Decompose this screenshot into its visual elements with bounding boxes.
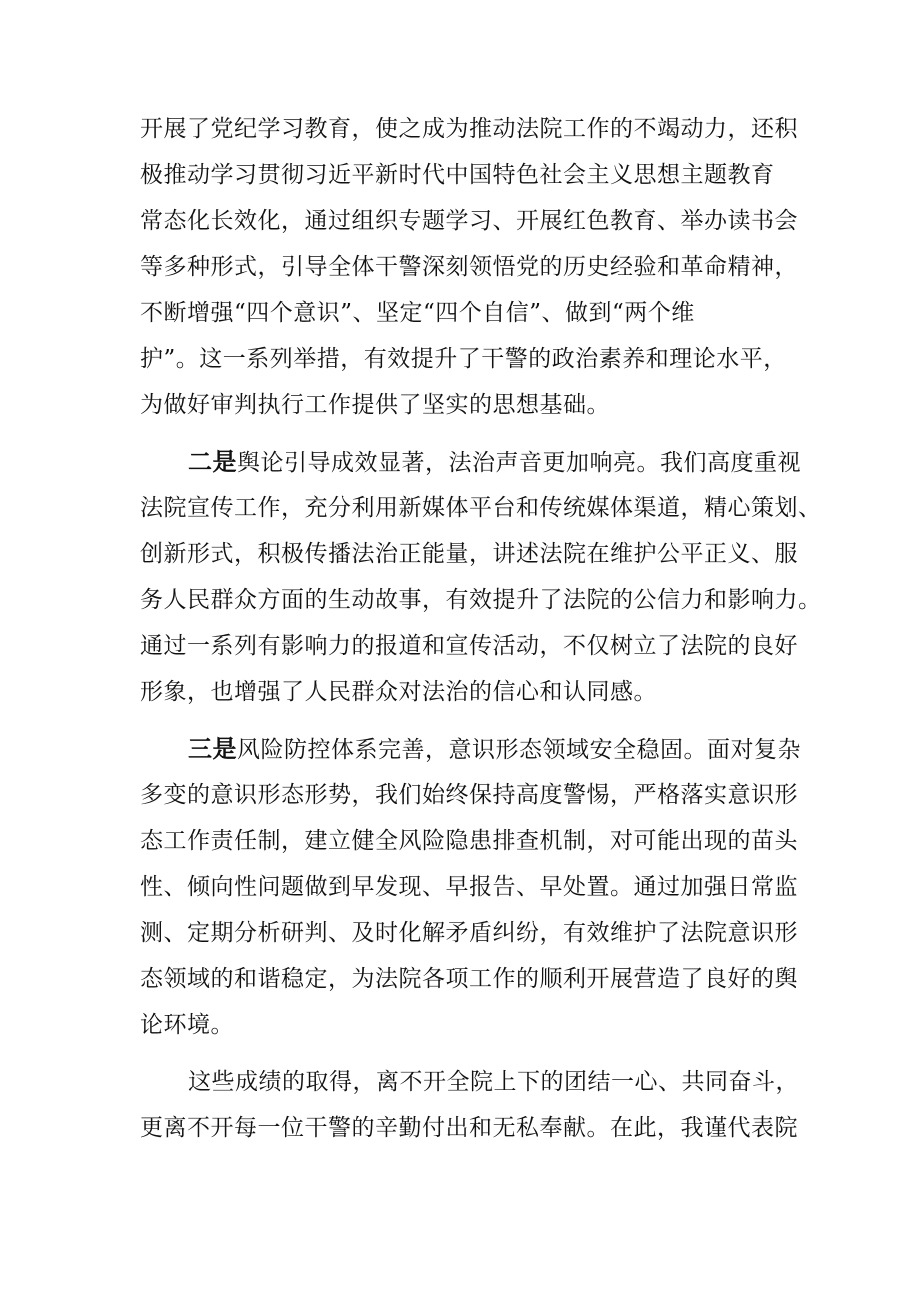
paragraph-3: [140, 726, 801, 1048]
text-line: 论环境。: [140, 1012, 234, 1038]
text-line: 态工作责任制，建立健全风险隐患排查机制，对可能出现的苗头: [140, 828, 798, 854]
paragraph-lead: 三是: [188, 735, 237, 763]
text-line: 形象，也增强了人民群众对法治的信心和认同感。: [140, 679, 657, 705]
paragraph-first-text: 舆论引导成效显著，法治声音更加响亮。我们高度重视: [237, 450, 801, 476]
text-line: 通过一系列有影响力的报道和宣传活动，不仅树立了法院的良好: [140, 633, 798, 659]
text-line: 开展了党纪学习教育，使之成为推动法院工作的不竭动力，还积: [140, 116, 798, 142]
text-line: 创新形式，积极传播法治正能量，讲述法院在维护公平正义、服: [140, 541, 798, 567]
text-line: 多变的意识形态形势，我们始终保持高度警惕，严格落实意识形: [140, 782, 798, 808]
text-line: 等多种形式，引导全体干警深刻领悟党的历史经验和革命精神，: [140, 254, 798, 280]
text-line: 常态化长效化，通过组织专题学习、开展红色教育、举办读书会: [140, 208, 798, 234]
text-line: 这些成绩的取得，离不开全院上下的团结一心、共同奋斗，: [188, 1069, 799, 1095]
text-line: 务人民群众方面的生动故事，有效提升了法院的公信力和影响力。: [140, 587, 822, 613]
text-line: 法院宣传工作，充分利用新媒体平台和传统媒体渠道，精心策划、: [140, 495, 822, 521]
paragraph-1: [140, 106, 798, 428]
text-line: 极推动学习贯彻习近平新时代中国特色社会主义思想主题教育: [140, 162, 775, 188]
paragraph-2: [140, 439, 822, 715]
text-line: [140, 726, 801, 772]
text-line: 态领域的和谐稳定，为法院各项工作的顺利开展营造了良好的舆: [140, 966, 798, 992]
text-line: 护”。这一系列举措，有效提升了干警的政治素养和理论水平，: [140, 346, 787, 372]
text-line: [140, 439, 801, 485]
text-line: 更离不开每一位干警的辛勤付出和无私奉献。在此，我谨代表院: [140, 1115, 798, 1141]
paragraph-4: [140, 1059, 799, 1151]
text-line: 性、倾向性问题做到早发现、早报告、早处置。通过加强日常监: [140, 874, 798, 900]
text-line: 测、定期分析研判、及时化解矛盾纠纷，有效维护了法院意识形: [140, 920, 798, 946]
text-line: 不断增强“四个意识”、坚定“四个自信”、做到“两个维: [140, 300, 695, 326]
paragraph-lead: 二是: [188, 448, 237, 476]
text-line: 为做好审判执行工作提供了坚实的思想基础。: [140, 392, 610, 418]
paragraph-first-text: 风险防控体系完善，意识形态领域安全稳固。面对复杂: [237, 737, 801, 763]
document-body: [140, 106, 822, 1151]
